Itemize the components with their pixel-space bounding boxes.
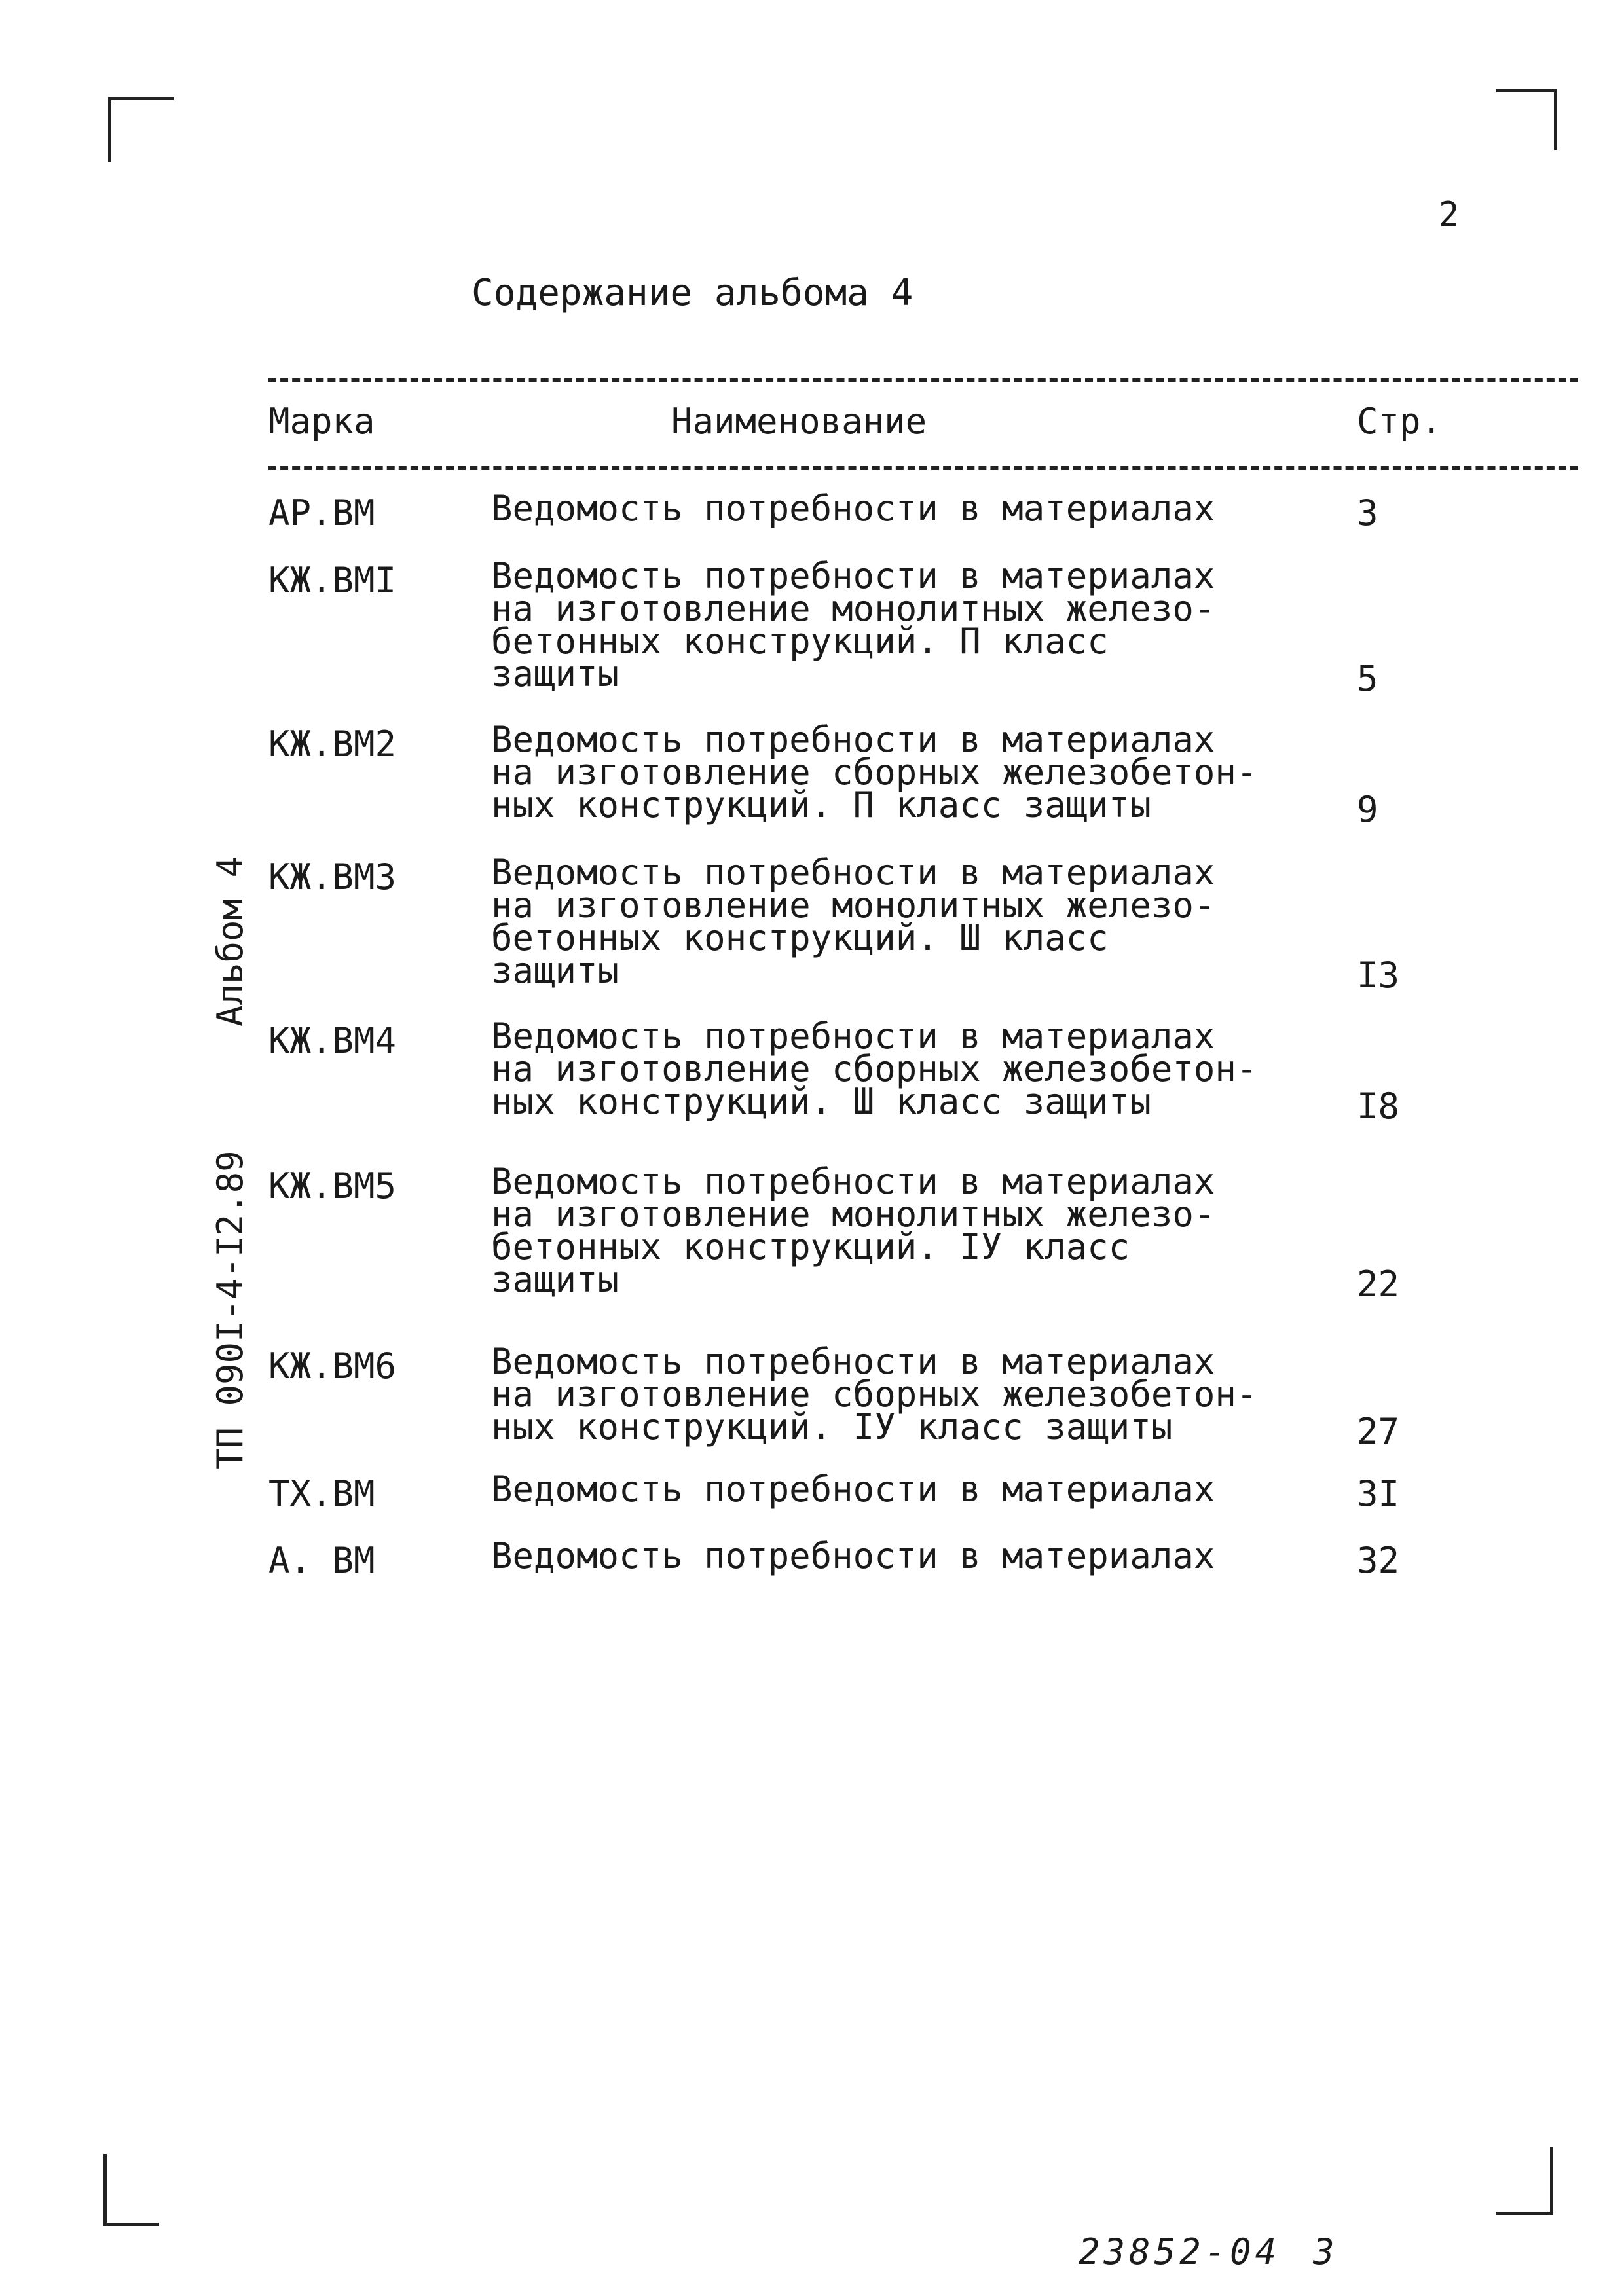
side-label-document-code: ТП 090I-4-I2.89 [210,1150,251,1470]
stamp-number: 23852-04 [1079,2231,1281,2272]
row-name: Ведомость потребности в материалах на изготовление сборных железобетон- ных конструкций. П класс защиты [491,719,1258,826]
row-name: Ведомость потребности в материалах на изготовление монолитных железо- бетонных конструкций. П класс защиты [491,555,1215,695]
corner-mark-top-left [108,97,174,162]
row-name: Ведомость потребности в материалах [491,1468,1215,1510]
side-label-album: Альбом 4 [210,856,251,1027]
row-mark: КЖ.ВМ2 [268,723,397,765]
page-title: Содержание альбома 4 [471,272,913,314]
row-mark: КЖ.ВМ6 [268,1345,397,1387]
column-header-page: Стр. [1357,401,1443,442]
row-name: Ведомость потребности в материалах на изготовление сборных железобетон- ных конструкций. Ш класс защиты [491,1015,1258,1122]
row-name: Ведомость потребности в материалах на изготовление монолитных железо- бетонных конструкций. Ш класс защиты [491,852,1215,991]
row-mark: ТХ.ВМ [268,1473,375,1514]
row-page: 3I [1357,1473,1400,1514]
row-mark: КЖ.ВМI [268,560,397,601]
row-name: Ведомость потребности в материалах [491,1535,1215,1576]
corner-mark-bottom-left [103,2154,159,2226]
corner-mark-bottom-right [1496,2147,1553,2215]
row-mark: КЖ.ВМ5 [268,1165,397,1207]
row-page: 3 [1357,492,1378,534]
column-header-name: Наименование [671,401,927,442]
row-mark: АР.ВМ [268,492,375,534]
row-mark: КЖ.ВМ3 [268,856,397,898]
row-name: Ведомость потребности в материалах [491,488,1215,529]
table-header-rule [268,466,1578,470]
page-number: 2 [1439,195,1460,234]
row-name: Ведомость потребности в материалах на изготовление монолитных железо- бетонных конструкций. IУ класс защиты [491,1161,1215,1300]
row-name: Ведомость потребности в материалах на изготовление сборных железобетон- ных конструкций. IУ класс защиты [491,1341,1258,1448]
row-page: I8 [1357,1085,1400,1127]
row-page: 32 [1357,1540,1400,1581]
row-mark: КЖ.ВМ4 [268,1020,397,1061]
row-mark: А. ВМ [268,1540,375,1581]
row-page: 9 [1357,789,1378,830]
stamp-sheet: 3 [1313,2231,1338,2272]
row-page: 5 [1357,658,1378,699]
row-page: 22 [1357,1264,1400,1305]
archive-stamp [1028,2190,1338,2272]
corner-mark-top-right [1496,89,1557,150]
row-page: 27 [1357,1411,1400,1452]
row-page: I3 [1357,955,1400,996]
table-top-rule [268,378,1578,382]
column-header-mark: Марка [268,401,375,442]
